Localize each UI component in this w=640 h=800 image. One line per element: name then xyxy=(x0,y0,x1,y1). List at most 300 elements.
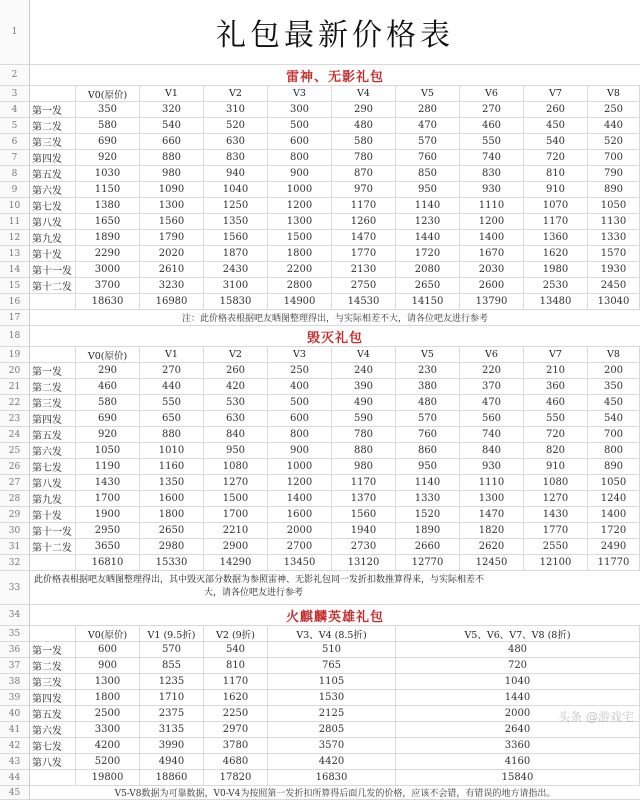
value-cell[interactable]: 1170 xyxy=(204,674,268,689)
value-cell[interactable]: 390 xyxy=(332,379,396,394)
value-cell[interactable]: 930 xyxy=(460,182,524,197)
value-cell[interactable]: 290 xyxy=(332,102,396,117)
value-cell[interactable]: 2450 xyxy=(588,278,640,293)
value-cell[interactable]: 2020 xyxy=(140,246,204,261)
total-cell[interactable]: 12770 xyxy=(396,555,460,570)
value-cell[interactable]: 1620 xyxy=(204,690,268,705)
row-label[interactable]: 第七发 xyxy=(30,198,76,213)
value-cell[interactable]: 1050 xyxy=(588,198,640,213)
value-cell[interactable]: 910 xyxy=(524,459,588,474)
value-cell[interactable]: 1720 xyxy=(588,523,640,538)
value-cell[interactable]: 1050 xyxy=(588,475,640,490)
value-cell[interactable]: 1300 xyxy=(460,491,524,506)
value-cell[interactable]: 1600 xyxy=(140,491,204,506)
column-header[interactable]: V2 (9折) xyxy=(204,626,268,641)
value-cell[interactable]: 2900 xyxy=(204,539,268,554)
value-cell[interactable]: 450 xyxy=(524,118,588,133)
value-cell[interactable]: 1900 xyxy=(76,507,140,522)
value-cell[interactable]: 480 xyxy=(396,395,460,410)
column-header[interactable]: V1 (9.5折) xyxy=(140,626,204,641)
value-cell[interactable]: 570 xyxy=(396,411,460,426)
value-cell[interactable]: 2375 xyxy=(140,706,204,721)
value-cell[interactable]: 1200 xyxy=(268,198,332,213)
value-cell[interactable]: 1300 xyxy=(76,674,140,689)
value-cell[interactable]: 530 xyxy=(204,395,268,410)
value-cell[interactable]: 540 xyxy=(524,134,588,149)
total-cell[interactable]: 15330 xyxy=(140,555,204,570)
row-label[interactable]: 第六发 xyxy=(30,182,76,197)
value-cell[interactable]: 250 xyxy=(588,102,640,117)
row-label[interactable]: 第五发 xyxy=(30,427,76,442)
value-cell[interactable]: 1300 xyxy=(140,198,204,213)
row-label[interactable]: 第七发 xyxy=(30,738,76,753)
value-cell[interactable]: 480 xyxy=(332,118,396,133)
value-cell[interactable]: 1800 xyxy=(268,246,332,261)
value-cell[interactable]: 980 xyxy=(140,166,204,181)
value-cell[interactable]: 890 xyxy=(588,182,640,197)
value-cell[interactable]: 920 xyxy=(76,150,140,165)
value-cell[interactable]: 1710 xyxy=(140,690,204,705)
value-cell[interactable]: 1980 xyxy=(524,262,588,277)
value-cell[interactable]: 980 xyxy=(332,459,396,474)
value-cell[interactable]: 800 xyxy=(268,427,332,442)
value-cell[interactable]: 1140 xyxy=(396,198,460,213)
value-cell[interactable]: 890 xyxy=(588,459,640,474)
value-cell[interactable]: 260 xyxy=(204,363,268,378)
value-cell[interactable]: 880 xyxy=(140,150,204,165)
column-header[interactable]: V3、V4 (8.5折) xyxy=(268,626,396,641)
value-cell[interactable]: 1150 xyxy=(76,182,140,197)
value-cell[interactable]: 580 xyxy=(332,134,396,149)
value-cell[interactable]: 200 xyxy=(588,363,640,378)
value-cell[interactable]: 1270 xyxy=(524,491,588,506)
row-label[interactable]: 第五发 xyxy=(30,706,76,721)
value-cell[interactable]: 1140 xyxy=(396,475,460,490)
value-cell[interactable]: 1000 xyxy=(268,459,332,474)
value-cell[interactable]: 840 xyxy=(460,443,524,458)
value-cell[interactable]: 2200 xyxy=(268,262,332,277)
value-cell[interactable]: 480 xyxy=(396,642,640,657)
value-cell[interactable]: 4940 xyxy=(140,754,204,769)
value-cell[interactable]: 4420 xyxy=(268,754,396,769)
value-cell[interactable]: 1040 xyxy=(204,182,268,197)
total-cell[interactable]: 17820 xyxy=(204,770,268,785)
total-cell[interactable]: 13040 xyxy=(588,294,640,309)
value-cell[interactable]: 470 xyxy=(396,118,460,133)
value-cell[interactable]: 2080 xyxy=(396,262,460,277)
value-cell[interactable]: 600 xyxy=(268,134,332,149)
value-cell[interactable]: 250 xyxy=(268,363,332,378)
value-cell[interactable]: 260 xyxy=(524,102,588,117)
value-cell[interactable]: 780 xyxy=(332,427,396,442)
value-cell[interactable]: 1530 xyxy=(268,690,396,705)
value-cell[interactable]: 2970 xyxy=(204,722,268,737)
value-cell[interactable]: 1235 xyxy=(140,674,204,689)
value-cell[interactable]: 1520 xyxy=(396,507,460,522)
value-cell[interactable]: 765 xyxy=(268,658,396,673)
value-cell[interactable]: 740 xyxy=(460,427,524,442)
column-header[interactable]: V0(原价) xyxy=(76,626,140,641)
row-label[interactable]: 第四发 xyxy=(30,411,76,426)
value-cell[interactable]: 240 xyxy=(332,363,396,378)
value-cell[interactable]: 780 xyxy=(332,150,396,165)
row-label[interactable]: 第二发 xyxy=(30,379,76,394)
value-cell[interactable]: 1930 xyxy=(588,262,640,277)
column-header[interactable]: V2 xyxy=(204,347,268,362)
column-header[interactable]: V4 xyxy=(332,86,396,101)
value-cell[interactable]: 270 xyxy=(460,102,524,117)
value-cell[interactable]: 460 xyxy=(460,118,524,133)
value-cell[interactable]: 1940 xyxy=(332,523,396,538)
value-cell[interactable]: 800 xyxy=(588,443,640,458)
value-cell[interactable]: 600 xyxy=(268,411,332,426)
value-cell[interactable]: 855 xyxy=(140,658,204,673)
value-cell[interactable]: 950 xyxy=(396,182,460,197)
value-cell[interactable]: 760 xyxy=(396,427,460,442)
value-cell[interactable]: 720 xyxy=(524,427,588,442)
value-cell[interactable]: 2125 xyxy=(268,706,396,721)
value-cell[interactable]: 790 xyxy=(588,166,640,181)
value-cell[interactable]: 1200 xyxy=(268,475,332,490)
value-cell[interactable]: 2600 xyxy=(460,278,524,293)
value-cell[interactable]: 570 xyxy=(140,642,204,657)
total-cell[interactable]: 12100 xyxy=(524,555,588,570)
value-cell[interactable]: 1670 xyxy=(460,246,524,261)
totals-label-cell[interactable] xyxy=(30,770,76,785)
header-label-cell[interactable] xyxy=(30,626,76,641)
column-header[interactable]: V7 xyxy=(524,86,588,101)
column-header[interactable]: V5 xyxy=(396,347,460,362)
value-cell[interactable]: 3570 xyxy=(268,738,396,753)
row-label[interactable]: 第四发 xyxy=(30,150,76,165)
value-cell[interactable]: 1380 xyxy=(76,198,140,213)
value-cell[interactable]: 380 xyxy=(396,379,460,394)
value-cell[interactable]: 1620 xyxy=(524,246,588,261)
value-cell[interactable]: 1440 xyxy=(396,690,640,705)
value-cell[interactable]: 3780 xyxy=(204,738,268,753)
value-cell[interactable]: 1770 xyxy=(332,246,396,261)
value-cell[interactable]: 3990 xyxy=(140,738,204,753)
value-cell[interactable]: 520 xyxy=(588,134,640,149)
value-cell[interactable]: 720 xyxy=(396,658,640,673)
value-cell[interactable]: 1030 xyxy=(76,166,140,181)
value-cell[interactable]: 1170 xyxy=(332,198,396,213)
value-cell[interactable]: 1700 xyxy=(204,507,268,522)
value-cell[interactable]: 1570 xyxy=(588,246,640,261)
value-cell[interactable]: 360 xyxy=(524,379,588,394)
value-cell[interactable]: 900 xyxy=(268,443,332,458)
value-cell[interactable]: 450 xyxy=(588,395,640,410)
value-cell[interactable]: 1260 xyxy=(332,214,396,229)
row-label[interactable]: 第五发 xyxy=(30,166,76,181)
column-header[interactable]: V2 xyxy=(204,86,268,101)
value-cell[interactable]: 580 xyxy=(76,118,140,133)
value-cell[interactable]: 1130 xyxy=(588,214,640,229)
value-cell[interactable]: 930 xyxy=(460,459,524,474)
value-cell[interactable]: 3100 xyxy=(204,278,268,293)
value-cell[interactable]: 290 xyxy=(76,363,140,378)
column-header[interactable]: V3 xyxy=(268,86,332,101)
value-cell[interactable]: 2430 xyxy=(204,262,268,277)
value-cell[interactable]: 2640 xyxy=(396,722,640,737)
value-cell[interactable]: 1110 xyxy=(460,475,524,490)
value-cell[interactable]: 1350 xyxy=(140,475,204,490)
value-cell[interactable]: 1650 xyxy=(76,214,140,229)
value-cell[interactable]: 210 xyxy=(524,363,588,378)
total-cell[interactable]: 14150 xyxy=(396,294,460,309)
value-cell[interactable]: 1190 xyxy=(76,459,140,474)
value-cell[interactable]: 1110 xyxy=(460,198,524,213)
value-cell[interactable]: 690 xyxy=(76,134,140,149)
value-cell[interactable]: 2700 xyxy=(268,539,332,554)
value-cell[interactable]: 230 xyxy=(396,363,460,378)
value-cell[interactable]: 900 xyxy=(268,166,332,181)
value-cell[interactable]: 2610 xyxy=(140,262,204,277)
value-cell[interactable]: 1790 xyxy=(140,230,204,245)
value-cell[interactable]: 1090 xyxy=(140,182,204,197)
value-cell[interactable]: 1720 xyxy=(396,246,460,261)
value-cell[interactable]: 810 xyxy=(204,658,268,673)
row-label[interactable]: 第六发 xyxy=(30,443,76,458)
value-cell[interactable]: 880 xyxy=(332,443,396,458)
totals-label-cell[interactable] xyxy=(30,555,76,570)
value-cell[interactable]: 700 xyxy=(588,427,640,442)
row-label[interactable]: 第一发 xyxy=(30,642,76,657)
value-cell[interactable]: 1870 xyxy=(204,246,268,261)
value-cell[interactable]: 880 xyxy=(140,427,204,442)
value-cell[interactable]: 4200 xyxy=(76,738,140,753)
row-label[interactable]: 第八发 xyxy=(30,214,76,229)
total-cell[interactable]: 13120 xyxy=(332,555,396,570)
value-cell[interactable]: 4160 xyxy=(396,754,640,769)
value-cell[interactable]: 830 xyxy=(204,150,268,165)
value-cell[interactable]: 2000 xyxy=(268,523,332,538)
value-cell[interactable]: 560 xyxy=(460,411,524,426)
value-cell[interactable]: 800 xyxy=(268,150,332,165)
value-cell[interactable]: 2800 xyxy=(268,278,332,293)
value-cell[interactable]: 1360 xyxy=(524,230,588,245)
value-cell[interactable]: 3230 xyxy=(140,278,204,293)
value-cell[interactable]: 1070 xyxy=(524,198,588,213)
column-header[interactable]: V5、V6、V7、V8 (8折) xyxy=(396,626,640,641)
value-cell[interactable]: 320 xyxy=(140,102,204,117)
value-cell[interactable]: 1400 xyxy=(460,230,524,245)
total-cell[interactable]: 13790 xyxy=(460,294,524,309)
value-cell[interactable]: 830 xyxy=(460,166,524,181)
value-cell[interactable]: 1400 xyxy=(268,491,332,506)
value-cell[interactable]: 950 xyxy=(396,459,460,474)
value-cell[interactable]: 2130 xyxy=(332,262,396,277)
value-cell[interactable]: 4680 xyxy=(204,754,268,769)
row-label[interactable]: 第十二发 xyxy=(30,539,76,554)
value-cell[interactable]: 3650 xyxy=(76,539,140,554)
value-cell[interactable]: 1170 xyxy=(332,475,396,490)
value-cell[interactable]: 650 xyxy=(140,411,204,426)
column-header[interactable]: V6 xyxy=(460,347,524,362)
value-cell[interactable]: 540 xyxy=(588,411,640,426)
value-cell[interactable]: 1800 xyxy=(76,690,140,705)
value-cell[interactable]: 1370 xyxy=(332,491,396,506)
value-cell[interactable]: 810 xyxy=(524,166,588,181)
row-label[interactable]: 第八发 xyxy=(30,754,76,769)
value-cell[interactable]: 1500 xyxy=(268,230,332,245)
value-cell[interactable]: 940 xyxy=(204,166,268,181)
value-cell[interactable]: 5200 xyxy=(76,754,140,769)
value-cell[interactable]: 2805 xyxy=(268,722,396,737)
value-cell[interactable]: 2650 xyxy=(396,278,460,293)
value-cell[interactable]: 510 xyxy=(268,642,396,657)
value-cell[interactable]: 490 xyxy=(332,395,396,410)
value-cell[interactable]: 1600 xyxy=(268,507,332,522)
row-label[interactable]: 第三发 xyxy=(30,395,76,410)
value-cell[interactable]: 1800 xyxy=(140,507,204,522)
value-cell[interactable]: 2660 xyxy=(396,539,460,554)
value-cell[interactable]: 2000 xyxy=(396,706,640,721)
value-cell[interactable]: 550 xyxy=(140,395,204,410)
value-cell[interactable]: 2210 xyxy=(204,523,268,538)
column-header[interactable]: V3 xyxy=(268,347,332,362)
value-cell[interactable]: 500 xyxy=(268,395,332,410)
value-cell[interactable]: 3000 xyxy=(76,262,140,277)
value-cell[interactable]: 1250 xyxy=(204,198,268,213)
value-cell[interactable]: 1430 xyxy=(76,475,140,490)
value-cell[interactable]: 1080 xyxy=(204,459,268,474)
total-cell[interactable]: 14900 xyxy=(268,294,332,309)
value-cell[interactable]: 2490 xyxy=(588,539,640,554)
value-cell[interactable]: 1770 xyxy=(524,523,588,538)
value-cell[interactable]: 840 xyxy=(204,427,268,442)
value-cell[interactable]: 860 xyxy=(396,443,460,458)
value-cell[interactable]: 2550 xyxy=(524,539,588,554)
value-cell[interactable]: 2730 xyxy=(332,539,396,554)
value-cell[interactable]: 2950 xyxy=(76,523,140,538)
value-cell[interactable]: 440 xyxy=(588,118,640,133)
row-label[interactable]: 第十发 xyxy=(30,246,76,261)
value-cell[interactable]: 1160 xyxy=(140,459,204,474)
value-cell[interactable]: 1890 xyxy=(396,523,460,538)
value-cell[interactable]: 1440 xyxy=(396,230,460,245)
value-cell[interactable]: 1240 xyxy=(588,491,640,506)
row-label[interactable]: 第十一发 xyxy=(30,523,76,538)
value-cell[interactable]: 220 xyxy=(460,363,524,378)
value-cell[interactable]: 740 xyxy=(460,150,524,165)
value-cell[interactable]: 630 xyxy=(204,134,268,149)
value-cell[interactable]: 870 xyxy=(332,166,396,181)
row-label[interactable]: 第三发 xyxy=(30,674,76,689)
value-cell[interactable]: 2980 xyxy=(140,539,204,554)
value-cell[interactable]: 720 xyxy=(524,150,588,165)
row-label[interactable]: 第二发 xyxy=(30,658,76,673)
row-label[interactable]: 第十一发 xyxy=(30,262,76,277)
value-cell[interactable]: 370 xyxy=(460,379,524,394)
value-cell[interactable]: 2620 xyxy=(460,539,524,554)
value-cell[interactable]: 1040 xyxy=(396,674,640,689)
row-label[interactable]: 第三发 xyxy=(30,134,76,149)
value-cell[interactable]: 1890 xyxy=(76,230,140,245)
value-cell[interactable]: 540 xyxy=(140,118,204,133)
column-header[interactable]: V4 xyxy=(332,347,396,362)
value-cell[interactable]: 400 xyxy=(268,379,332,394)
row-label[interactable]: 第七发 xyxy=(30,459,76,474)
row-label[interactable]: 第二发 xyxy=(30,118,76,133)
value-cell[interactable]: 1560 xyxy=(332,507,396,522)
value-cell[interactable]: 1560 xyxy=(140,214,204,229)
total-cell[interactable]: 14530 xyxy=(332,294,396,309)
total-cell[interactable]: 19800 xyxy=(76,770,140,785)
column-header[interactable]: V7 xyxy=(524,347,588,362)
column-header[interactable]: V1 xyxy=(140,86,204,101)
value-cell[interactable]: 350 xyxy=(76,102,140,117)
value-cell[interactable]: 580 xyxy=(76,395,140,410)
value-cell[interactable]: 420 xyxy=(204,379,268,394)
value-cell[interactable]: 1200 xyxy=(460,214,524,229)
row-label[interactable]: 第九发 xyxy=(30,230,76,245)
value-cell[interactable]: 1080 xyxy=(524,475,588,490)
value-cell[interactable]: 310 xyxy=(204,102,268,117)
value-cell[interactable]: 460 xyxy=(524,395,588,410)
value-cell[interactable]: 950 xyxy=(204,443,268,458)
value-cell[interactable]: 1500 xyxy=(204,491,268,506)
value-cell[interactable]: 590 xyxy=(332,411,396,426)
column-header[interactable]: V6 xyxy=(460,86,524,101)
value-cell[interactable]: 550 xyxy=(524,411,588,426)
value-cell[interactable]: 300 xyxy=(268,102,332,117)
total-cell[interactable]: 13450 xyxy=(268,555,332,570)
header-label-cell[interactable] xyxy=(30,347,76,362)
value-cell[interactable]: 600 xyxy=(76,642,140,657)
total-cell[interactable]: 18860 xyxy=(140,770,204,785)
value-cell[interactable]: 2290 xyxy=(76,246,140,261)
value-cell[interactable]: 1560 xyxy=(204,230,268,245)
value-cell[interactable]: 1000 xyxy=(268,182,332,197)
value-cell[interactable]: 2750 xyxy=(332,278,396,293)
total-cell[interactable]: 16810 xyxy=(76,555,140,570)
value-cell[interactable]: 1470 xyxy=(332,230,396,245)
row-label[interactable]: 第十发 xyxy=(30,507,76,522)
column-header[interactable]: V8 xyxy=(588,347,640,362)
total-cell[interactable]: 16830 xyxy=(268,770,396,785)
total-cell[interactable]: 16980 xyxy=(140,294,204,309)
value-cell[interactable]: 1105 xyxy=(268,674,396,689)
value-cell[interactable]: 460 xyxy=(76,379,140,394)
value-cell[interactable]: 2530 xyxy=(524,278,588,293)
column-header[interactable]: V5 xyxy=(396,86,460,101)
value-cell[interactable]: 1010 xyxy=(140,443,204,458)
value-cell[interactable]: 660 xyxy=(140,134,204,149)
value-cell[interactable]: 920 xyxy=(76,427,140,442)
value-cell[interactable]: 690 xyxy=(76,411,140,426)
value-cell[interactable]: 1330 xyxy=(396,491,460,506)
value-cell[interactable]: 760 xyxy=(396,150,460,165)
value-cell[interactable]: 1350 xyxy=(204,214,268,229)
value-cell[interactable]: 550 xyxy=(460,134,524,149)
column-header[interactable]: V8 xyxy=(588,86,640,101)
value-cell[interactable]: 1820 xyxy=(460,523,524,538)
value-cell[interactable]: 350 xyxy=(588,379,640,394)
value-cell[interactable]: 910 xyxy=(524,182,588,197)
value-cell[interactable]: 3360 xyxy=(396,738,640,753)
value-cell[interactable]: 1050 xyxy=(76,443,140,458)
column-header[interactable]: V0(原价) xyxy=(76,347,140,362)
value-cell[interactable]: 1230 xyxy=(396,214,460,229)
row-label[interactable]: 第九发 xyxy=(30,491,76,506)
value-cell[interactable]: 2500 xyxy=(76,706,140,721)
value-cell[interactable]: 970 xyxy=(332,182,396,197)
row-label[interactable]: 第六发 xyxy=(30,722,76,737)
total-cell[interactable]: 15830 xyxy=(204,294,268,309)
value-cell[interactable]: 470 xyxy=(460,395,524,410)
value-cell[interactable]: 850 xyxy=(396,166,460,181)
